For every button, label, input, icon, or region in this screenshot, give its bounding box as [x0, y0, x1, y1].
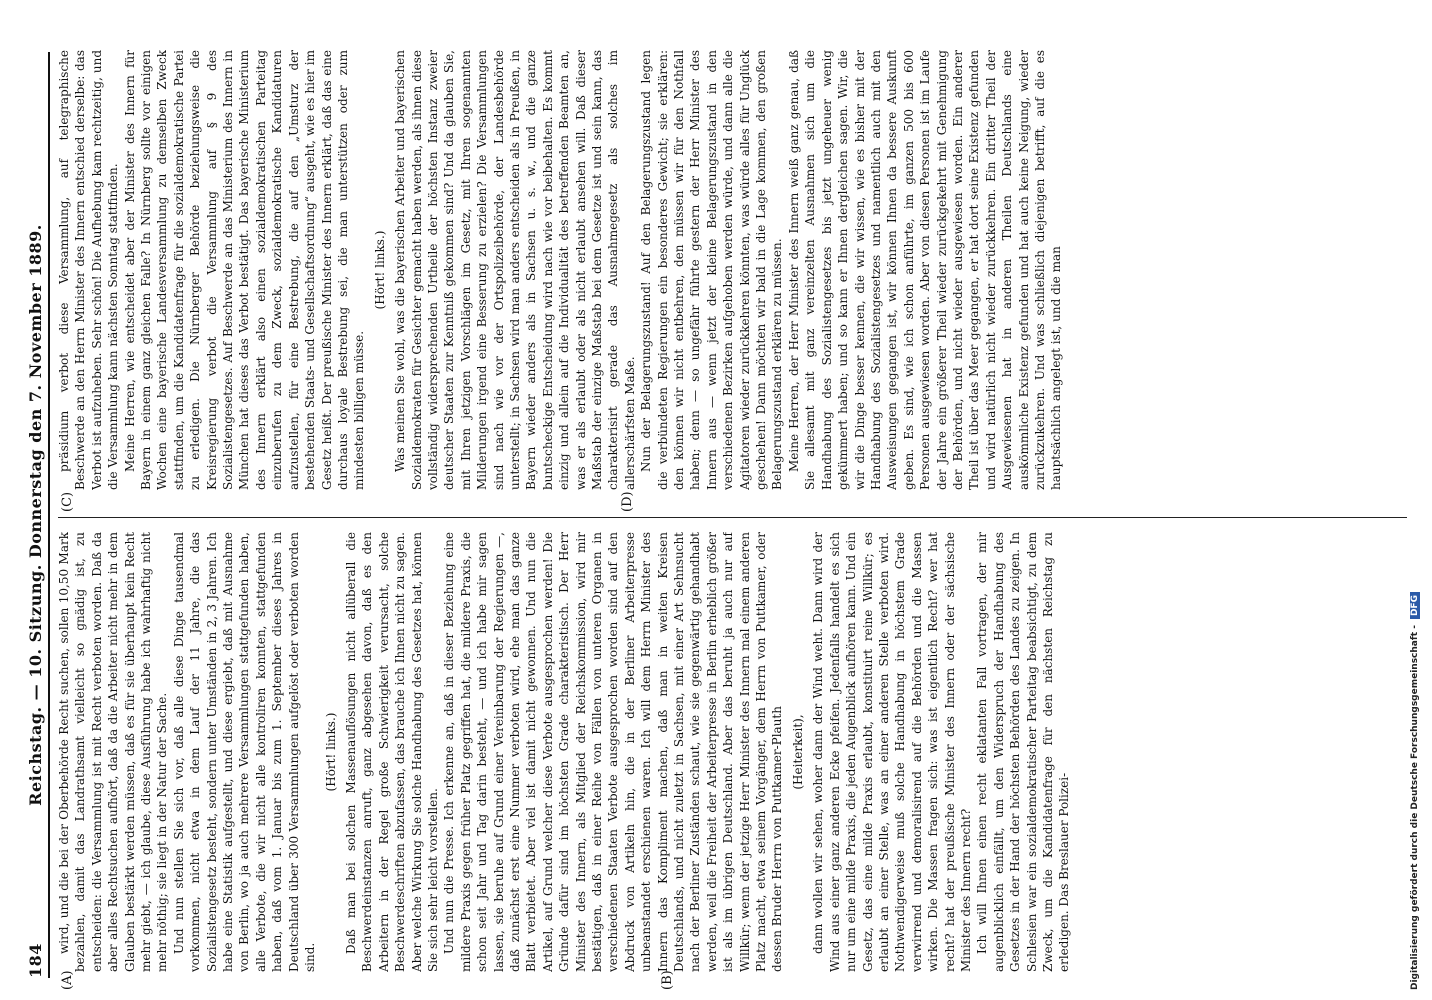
paragraph: Und nun die Presse. Ich erkenne an, daß in dieser Beziehung eine mildere Praxis gegen früher Platz gegriffen hat, die mildere Praxis, die schon seit Jahr und Tag darin besteht, — und ich habe mir sagen lassen, sie beruhe auf Grund einer Vereinbarung der Regierungen —, daß zunächst erst eine Nummer verboten wird, ehe man das ganze Blatt verbietet. Aber viel ist damit nicht gewonnen. Und nun die Artikel, auf Grund welcher diese Verbote ausgesprochen werden! Die Gründe dafür sind im höchsten Grade charakteristisch. Der Herr Minister des Innern, als Mitglied der Reichskommission, wird mir bestätigen, daß in einer Reihe von Fällen von unteren Organen in verschiedenen Staaten Verbote ausgesprochen worden sind auf den Abdruck von Artikeln hin, die in der Berliner Arbeiterpresse unbeanstandet erschienen waren. Ich will dem Herrn Minister des Innern das Kompliment machen, daß man in weiten Kreisen Deutschlands, und nicht zuletzt in Sachsen, mit einer Art Sehnsucht nach der Berliner Zuständen schaut, wie sie gegenwärtig gehandhabt werden, weil die Freiheit der Arbeiterpresse in Berlin erheblich größer ist als im übrigen Deutschland. Aber das beruht ja auch nur auf Willkür; wenn der jetzige Herr Minister des Innern mal einem anderen Platz macht, etwa seinem Vorgänger, dem Herrn von Puttkamer, oder dessen Bruder Herrn von Puttkamer-Plauth — [442, 532, 785, 972]
paragraph: präsidium verbot diese Versammlung, auf telegraphische Beschwerde an den Herrn Minister des Innern entschied derselbe: das Verbot ist aufzuheben. Sehr schön! Die Aufhebung kam rechtzeitig, und die Versammlung kann nächsten Sonntag stattfinden. — [57, 50, 121, 490]
dfg-logo: DFG — [1410, 592, 1420, 619]
page-number: 184 — [26, 943, 45, 978]
page-header — [26, 52, 50, 978]
right-column — [56, 50, 1407, 490]
page-title: Reichstag. — 10. Sitzung. Donnerstag den 7. November 1889. — [26, 224, 45, 806]
paragraph: Meine Herren, der Herr Minister des Innern weiß ganz genau, daß Sie allesamt mit ganz vereinzelten Ausnahmen sich um die Handhabung des Sozialistengesetzes bis jetzt ungeheuer wenig gekümmert haben; und so kann er Ihnen dergleichen sagen. Wir, die wir die Dinge besser kennen, die wir wissen, wie es bisher mit der Handhabung des Sozialistengesetzes und namentlich auch mit den Ausweisungen gegangen ist, wir können Ihnen da bessere Auskunft geben. Es sind, wie ich schon anführte, im ganzen 500 bis 600 Personen ausgewiesen worden. Aber von diesen Personen ist im Laufe der Jahre ein größerer Theil wieder zurückgekehrt mit Genehmigung der Behörden, und nicht wieder ausgewiesen worden. Ein anderer Theil ist über das Meer gegangen, er hat dort seine Existenz gefunden und wird natürlich nicht wieder zurückkehren. Ein dritter Theil der Ausgewiesenen hat in anderen Theilen Deutschlands eine auskömmliche Existenz gefunden und hat auch keine Neigung, wieder zurückzukehren. Und was schließlich diejenigen betrifft, auf die es hauptsächlich angelegt ist, und die man — [786, 50, 1064, 490]
paragraph: wird, und die bei der Oberbehörde Recht suchen, sollen 10,50 Mark bezahlen, damit das Landrathsamt vielleicht so gnädig ist, zu entscheiden: die Versammlung ist mit Recht verboten worden. Daß da aber alles Rechtsuchen aufhört, daß da die Arbeiter nicht mehr in dem Glauben bestärkt werden müssen, daß es für sie überhaupt kein Recht mehr giebt, — ich glaube, diese Ausführung habe ich wahrhaftig nicht mehr nöthig; sie liegt in der Natur der Sache. — [57, 532, 170, 972]
margin-mark-d: (D) — [620, 491, 635, 512]
paragraph: Was meinen Sie wohl, was die bayerischen Arbeiter und bayerischen Sozialdemokraten für Gesichter gemacht haben werden, als ihnen diese vollständig widersprechenden Urtheile der höchsten Instanz zweier deutscher Staaten zur Kenntniß gekommen sind? Und da glauben Sie, mit Ihren jetzigen Vorschlägen im Gesetz, mit Ihren sogenannten Milderungen irgend eine Besserung zu erzielen? Die Versammlungen sind nach wie vor der Ortspolizeibehörde, der Landesbehörde unterstellt; in Sachsen wird man anders entscheiden als in Preußen, in Bayern wieder anders als in Sachsen u. s. w., und die ganze buntscheckige Entscheidung wird nach wie vor beibehalten. Es kommt einzig und allein auf die Individualität des betreffenden Beamten an, was er als erlaubt oder als nicht erlaubt ansehen will. Daß dieser Maßstab der einzige Maßstab bei dem Gesetze ist und sein kann, das charakterisirt gerade das Ausnahmegesetz als solches im allerschärfsten Maße. — [393, 50, 637, 490]
document-page — [20, 40, 1415, 990]
paragraph: Ich will Ihnen einen recht eklatanten Fall vortragen, der mir augenblicklich einfällt, um den Widerspruch der Handhabung des Gesetzes in der Hand der höchsten Behörden des Landes zu zeigen. In Schlesien war ein sozialdemokratischer Parteitag beabsichtigt, zu dem Zweck, um die Kandidatenfrage für den nächsten Reichstag zu erledigen. Das Breslauer Polizei- — [975, 532, 1072, 972]
paragraph: Daß man bei solchen Massenauflösungen nicht allüberall die Beschwerdeinstanzen anruft, ganz abgesehen davon, daß es den Arbeitern in der Regel große Schwierigkeit verursacht, solche Beschwerdeschriften abzufassen, das brauche ich Ihnen nicht zu sagen. Aber welche Wirkung Sie solche Handhabung des Gesetzes hat, können Sie sich sehr leicht vorstellen. — [343, 532, 440, 972]
interjection: (Heiterkeit), — [790, 714, 805, 790]
column-divider — [58, 517, 1407, 518]
credit-text: Digitalisierung gefördert durch die Deutsche Forschungsgemeinschaft - — [1410, 625, 1420, 990]
paragraph: Meine Herren, wie entscheidet aber der Minister des Innern für Bayern in einem ganz gleichen Falle? In Nürnberg sollte vor einigen Wochen eine bayerische Landesversammlung zu demselben Zweck stattfinden, um die Kandidatenfrage für die sozialdemokratische Partei zu erledigen. Die Nürnberger Behörde beziehungsweise die Kreisregierung verbot die Versammlung auf § 9 des Sozialistengesetzes. Auf Beschwerde an das Ministerium des Innern in München hat dieses das Verbot bestätigt. Das bayerische Ministerium des Innern erklärt also einen sozialdemokratischen Parteitag einzuberufen zu dem Zweck, sozialdemokratische Kandidaturen aufzustellen, für eine Bestrebung, die auf den „Umsturz der bestehenden Staats- und Gesellschaftsordnung“ ausgeht, wie es hier im Gesetz heißt. Der preußische Minister des Innern erklärt, daß das eine durchaus loyale Bestrebung sei, die man unterstützen oder zum mindesten billigen müsse. — [122, 50, 367, 490]
left-column — [56, 532, 1407, 972]
interjection: (Hört! links.) — [323, 712, 338, 792]
margin-mark-b: (B) — [660, 970, 675, 990]
paragraph: Und nun stellen Sie sich vor, daß alle diese Dinge tausendmal vorkommen, nicht etwa in dem Lauf der 11 Jahre, die das Sozialistengesetz besteht, sondern unter Umständen in 2, 3 Jahren. Ich habe eine Statistik aufgestellt, und diese ergiebt, daß mit Ausnahme von Berlin, wo ja auch mehrere Versammlungen stattgefunden haben, alle Verbote, die wir nicht alle kontroliren konnten, stattgefunden haben, daß vom 1. Januar bis zum 1. September dieses Jahres in Deutschland über 300 Versammlungen aufgelöst oder verboten worden sind. — [171, 532, 318, 972]
interjection: (Hört! links.) — [372, 230, 387, 310]
paragraph: dann wollen wir sehen, woher dann der Wind weht. Dann wird der Wind aus einer ganz anderen Ecke pfeifen. Jedenfalls handelt es sich nur um eine milde Praxis, die jeden Augenblick aufhören kann. Und ein Gesetz, das eine milde Praxis erlaubt, konstituirt reine Willkür; es erlaubt an einer Stelle, was an einer anderen Stelle verboten wird. Nothwendigerweise muß solche Handhabung in höchstem Grade verwirrend und demoralisirend auf die Behörden und die Massen wirken. Die Massen fragen sich: was ist eigentlich Recht? wer hat recht? hat der preußische Minister des Innern oder der sächsische Minister des Innern recht? — [811, 532, 973, 972]
paragraph: Nun der Belagerungszustand! Auf den Belagerungszustand legen die verbündeten Regierungen ein besonderes Gewicht; sie erklären: den können wir nicht entbehren, den müssen wir für den Nothfall haben; denn — so ungefähr führte gestern der Herr Minister des Innern aus — wenn jetzt der kleine Belagerungszustand in den verschiedenen Bezirken aufgehoben werden würde, und dann alle die Agitatoren wieder zurückkehren könnten, was würde alles für Unglück geschehen! Dann möchten wir bald in die Lage kommen, den großen Belagerungszustand erklären zu müssen. — [639, 50, 785, 490]
margin-mark-c: (C) — [60, 491, 75, 512]
margin-mark-a: (A) — [60, 970, 75, 990]
digitization-credit — [1410, 592, 1420, 990]
